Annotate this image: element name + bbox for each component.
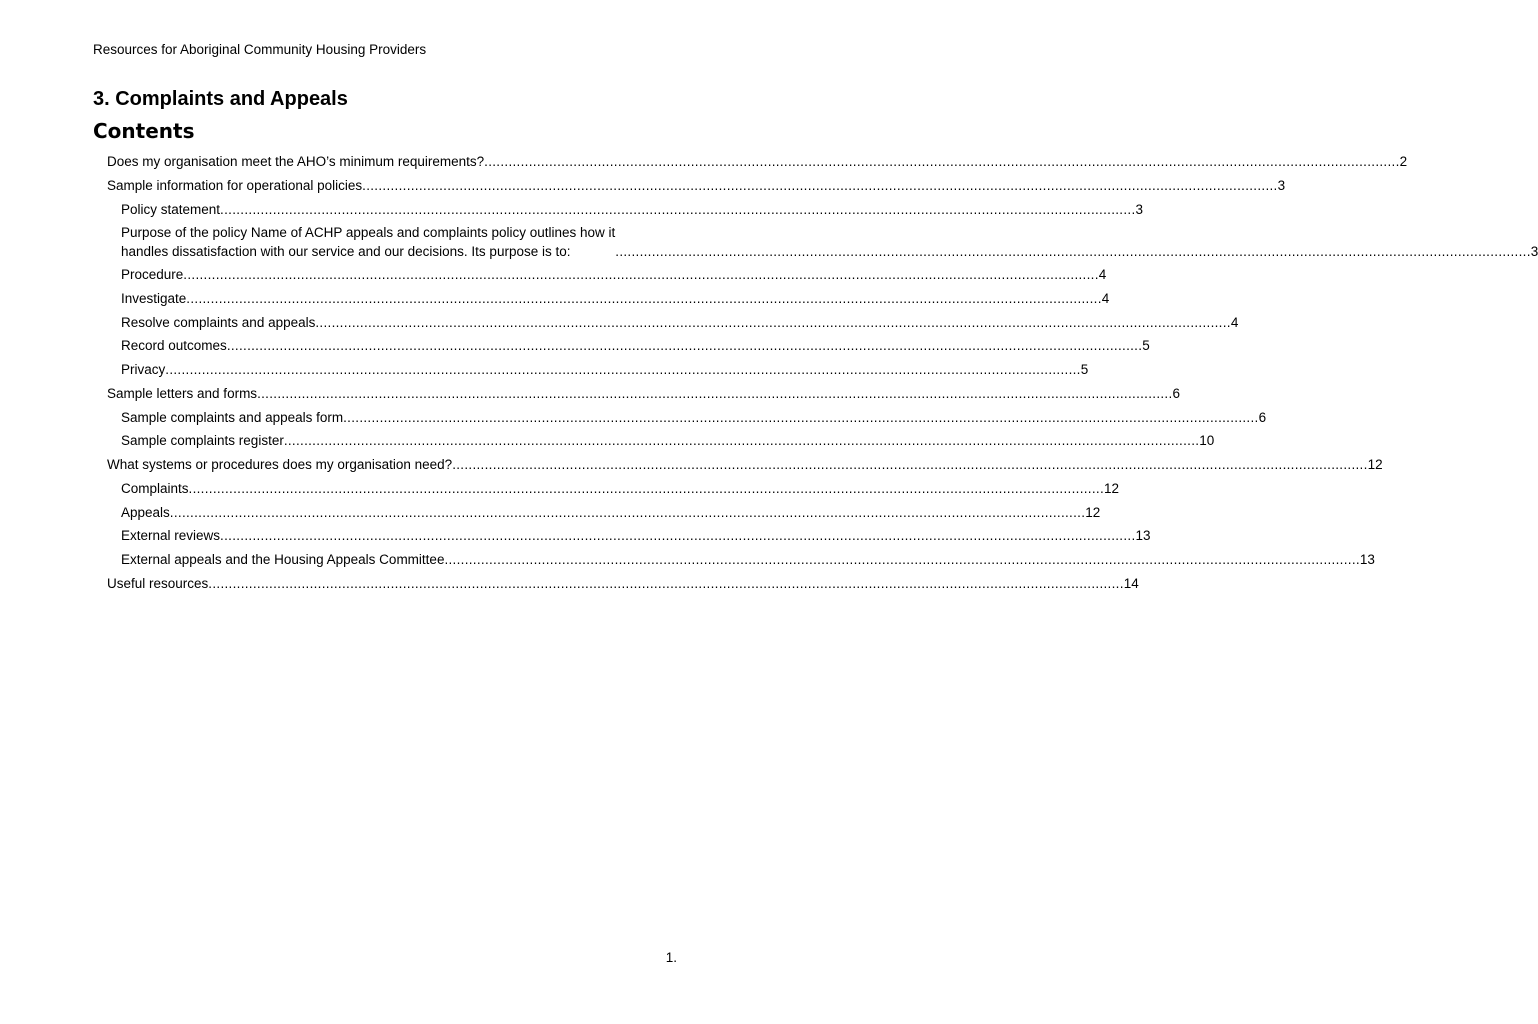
toc-entry-title: What systems or procedures does my organisation need? [107, 457, 453, 472]
toc-page-number: 12 [1085, 505, 1101, 520]
toc-entry-title: Sample information for operational policies [107, 178, 363, 193]
toc-page-number: 5 [1142, 338, 1150, 353]
toc-page-number: 13 [1359, 552, 1375, 567]
toc-page-number: 6 [1258, 410, 1267, 425]
toc-leader: .................................................................................................................................................................................................................................. [484, 154, 1400, 169]
toc-page-number: 12 [1104, 481, 1120, 496]
toc-entry-title [121, 223, 615, 261]
page-header: Resources for Aboriginal Community Housing Providers [93, 42, 427, 57]
toc-entry-appeals[interactable] [121, 503, 1101, 522]
toc-entry-minimum-requirements[interactable] [107, 152, 1408, 171]
toc-page-number: 4 [1230, 315, 1239, 330]
toc-entry-title: External reviews [121, 528, 221, 543]
toc-leader: .................................................................................................................................................................................................................................. [220, 202, 1136, 217]
toc-entry-title: Privacy [121, 362, 166, 377]
toc-page-number: 4 [1098, 267, 1107, 282]
toc-entry-useful-resources[interactable] [107, 574, 1139, 593]
toc-leader: .................................................................................................................................................................................................................................. [220, 528, 1136, 543]
toc-leader: .................................................................................................................................................................................................................................. [452, 457, 1368, 472]
toc-entry-complaints[interactable] [121, 479, 1120, 498]
toc-entry-title: Record outcomes [121, 338, 227, 353]
toc-page-number: 2 [1399, 154, 1408, 169]
toc-leader: .................................................................................................................................................................................................................................. [188, 481, 1104, 496]
toc-entry-investigate[interactable] [121, 289, 1110, 308]
toc-entry-title: Procedure [121, 267, 184, 282]
toc-entry-title: Resolve complaints and appeals [121, 315, 316, 330]
toc-entry-title: Investigate [121, 291, 187, 306]
toc-page-number: 13 [1135, 528, 1151, 543]
toc-page-number: 3 [1135, 202, 1144, 217]
contents-heading: Contents [93, 119, 195, 143]
toc-entry-procedure[interactable] [121, 265, 1107, 284]
toc-entry-title-line-2: handles dissatisfaction with our service and our decisions. Its purpose is to: [121, 244, 571, 259]
toc-page-number: 12 [1367, 457, 1383, 472]
toc-page-number: 10 [1199, 433, 1215, 448]
toc-entry-purpose-of-policy[interactable] [121, 223, 1538, 261]
toc-page-number: 3 [1277, 178, 1286, 193]
toc-leader: .................................................................................................................................................................................................................................. [186, 291, 1102, 306]
toc-leader: .................................................................................................................................................................................................................................. [257, 386, 1173, 401]
toc-leader: .................................................................................................................................................................................................................................. [169, 505, 1086, 520]
toc-page-number: 14 [1123, 576, 1139, 591]
toc-entry-sample-form[interactable] [121, 408, 1267, 427]
toc-entry-title: Complaints [121, 481, 189, 496]
toc-entry-title: Sample letters and forms [107, 386, 258, 401]
toc-entry-complaints-register[interactable] [121, 431, 1215, 450]
toc-entry-operational-policies[interactable] [107, 176, 1286, 195]
toc-entry-resolve-complaints[interactable] [121, 313, 1239, 332]
toc-page-number: 3 [1530, 244, 1538, 259]
toc-leader: .................................................................................................................................................................................................................................. [343, 410, 1259, 425]
toc-entry-title: Policy statement [121, 202, 221, 217]
toc-leader: .................................................................................................................................................................................................................................. [362, 178, 1278, 193]
toc-entry-title: Does my organisation meet the AHO’s minimum requirements? [107, 154, 485, 169]
toc-leader: .................................................................................................................................................................................................................................. [615, 244, 1531, 259]
toc-entry-external-appeals[interactable] [121, 550, 1375, 569]
toc-page-number: 6 [1172, 386, 1181, 401]
toc-entry-title: Sample complaints and appeals form [121, 410, 344, 425]
toc-leader: .................................................................................................................................................................................................................................. [444, 552, 1360, 567]
document-title: 3. Complaints and Appeals [93, 88, 348, 110]
toc-page-number: 4 [1101, 291, 1110, 306]
toc-leader: .................................................................................................................................................................................................................................. [226, 338, 1143, 353]
toc-leader: .................................................................................................................................................................................................................................. [283, 433, 1200, 448]
toc-entry-title: Appeals [121, 505, 170, 520]
toc-entry-record-outcomes[interactable] [121, 336, 1150, 355]
toc-entry-title-line-1: Purpose of the policy Name of ACHP appeals and complaints policy outlines how it [121, 225, 616, 240]
toc-entry-systems-procedures[interactable] [107, 455, 1383, 474]
toc-leader: .................................................................................................................................................................................................................................. [315, 315, 1231, 330]
toc-leader: .................................................................................................................................................................................................................................. [208, 576, 1124, 591]
toc-entry-title: Sample complaints register [121, 433, 284, 448]
toc-entry-privacy[interactable] [121, 360, 1089, 379]
toc-leader: .................................................................................................................................................................................................................................. [165, 362, 1081, 377]
toc-entry-policy-statement[interactable] [121, 200, 1144, 219]
toc-leader: .................................................................................................................................................................................................................................. [183, 267, 1099, 282]
toc-page-number: 5 [1080, 362, 1089, 377]
toc-entry-sample-letters[interactable] [107, 384, 1181, 403]
page-number: 1. [665, 950, 677, 965]
toc-entry-title: Useful resources [107, 576, 209, 591]
toc-entry-external-reviews[interactable] [121, 526, 1151, 545]
toc-entry-title: External appeals and the Housing Appeals Committee [121, 552, 445, 567]
